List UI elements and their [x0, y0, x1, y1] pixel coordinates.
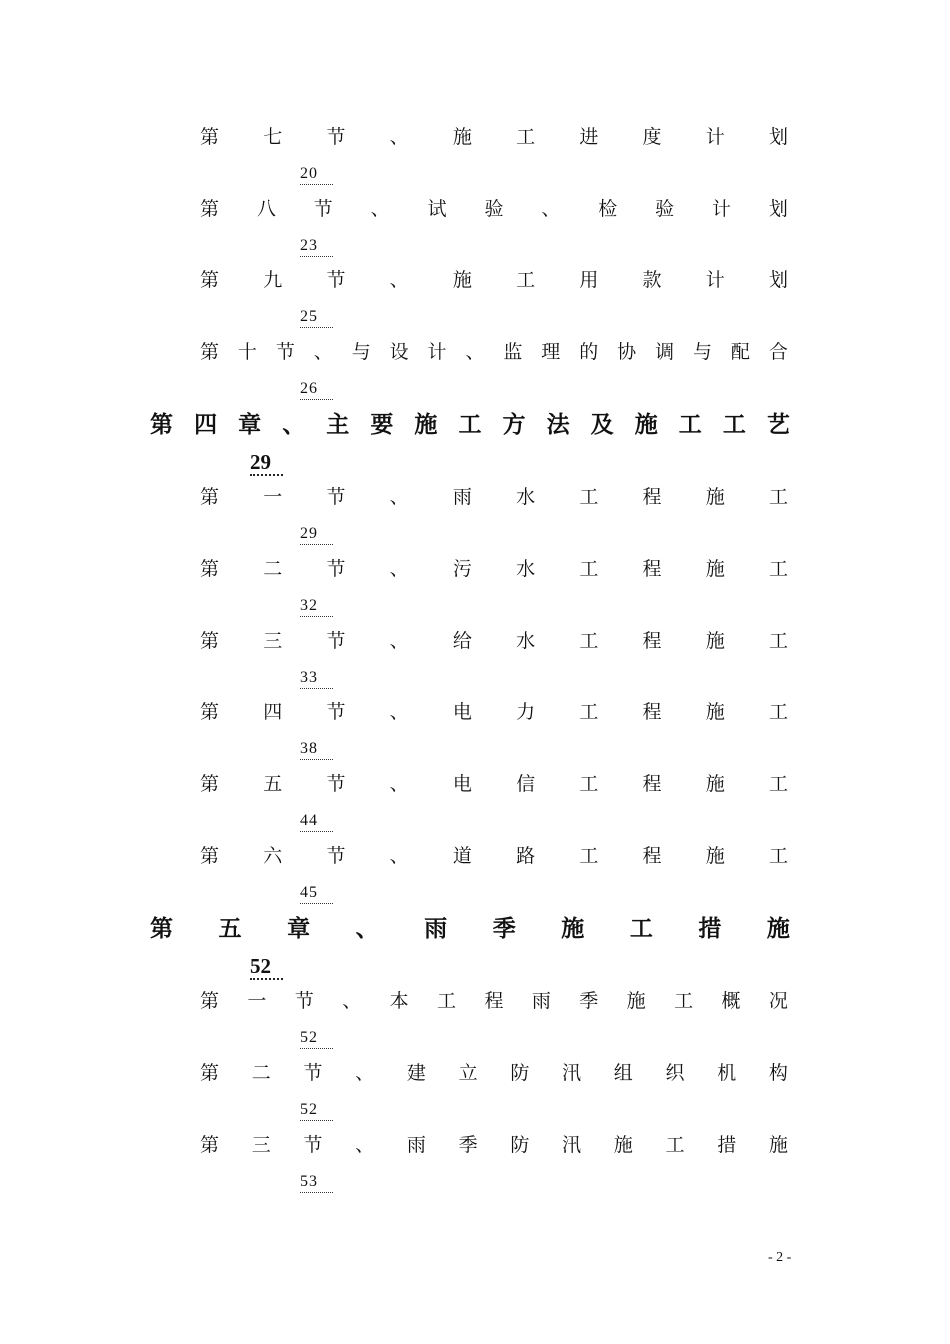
toc-entry-char: 施 — [561, 915, 585, 942]
toc-entry-char: 路 — [516, 845, 536, 867]
toc-entry-char: 七 — [263, 126, 283, 148]
toc-entry-char: 工 — [579, 558, 599, 580]
toc-entry-char: 检 — [598, 198, 618, 220]
toc-page-number: 32 — [300, 596, 333, 617]
toc-entry-char: 雨 — [531, 990, 551, 1012]
toc-chapter-page-number: 29 — [250, 450, 283, 476]
toc-entry-char: 、 — [389, 269, 409, 291]
toc-entry-ch4-section-5[interactable] — [200, 770, 788, 798]
toc-entry-char: 工 — [768, 845, 788, 867]
toc-entry-char: 工 — [629, 915, 653, 942]
toc-entry-char: 调 — [655, 341, 675, 363]
toc-entry-char: 程 — [642, 486, 662, 508]
toc-entry-char: 主 — [326, 411, 350, 438]
toc-entry-char: 工 — [768, 486, 788, 508]
toc-entry-char: 程 — [642, 701, 662, 723]
toc-entry-ch4-section-1[interactable] — [200, 483, 788, 511]
toc-entry-char: 五 — [263, 773, 283, 795]
toc-entry-char: 施 — [705, 486, 725, 508]
toc-entry-char: 第 — [200, 1062, 220, 1084]
toc-entry-char: 施 — [634, 411, 658, 438]
toc-entry-char: 况 — [768, 990, 788, 1012]
toc-entry-char: 第 — [200, 630, 220, 652]
toc-entry-char: 、 — [389, 701, 409, 723]
toc-entry-char: 第 — [150, 411, 173, 438]
toc-entry-char: 计 — [705, 269, 725, 291]
toc-entry-char: 验 — [655, 198, 675, 220]
toc-entry-char: 节 — [294, 990, 314, 1012]
toc-entry-char: 施 — [705, 845, 725, 867]
toc-entry-char: 措 — [717, 1134, 737, 1156]
toc-entry-char: 工 — [665, 1134, 685, 1156]
toc-entry-char: 四 — [263, 701, 283, 723]
toc-entry-char: 施 — [626, 990, 646, 1012]
toc-entry-section-9[interactable] — [200, 266, 788, 294]
toc-entry-char: 二 — [251, 1062, 271, 1084]
toc-entry-char: 工 — [579, 701, 599, 723]
toc-entry-char: 、 — [370, 198, 390, 220]
toc-page-number: 33 — [300, 668, 333, 689]
toc-entry-char: 验 — [484, 198, 504, 220]
toc-entry-char: 计 — [427, 341, 447, 363]
toc-entry-char: 施 — [705, 558, 725, 580]
toc-entry-chapter-5[interactable] — [150, 912, 790, 946]
toc-entry-char: 施 — [705, 630, 725, 652]
toc-entry-char: 四 — [194, 411, 218, 438]
toc-entry-char: 施 — [613, 1134, 633, 1156]
toc-entry-char: 理 — [541, 341, 561, 363]
toc-chapter-page-number: 52 — [250, 954, 283, 980]
toc-entry-char: 工 — [458, 411, 482, 438]
toc-entry-char: 二 — [263, 558, 283, 580]
toc-entry-char: 水 — [516, 558, 536, 580]
toc-entry-char: 、 — [355, 915, 379, 942]
toc-entry-char: 一 — [247, 990, 267, 1012]
toc-entry-char: 艺 — [766, 411, 790, 438]
toc-page-number: 25 — [300, 307, 333, 328]
toc-entry-char: 汛 — [562, 1134, 582, 1156]
toc-page-number: 52 — [300, 1100, 333, 1121]
toc-entry-char: 季 — [458, 1134, 478, 1156]
toc-entry-char: 工 — [516, 269, 536, 291]
toc-entry-char: 设 — [389, 341, 409, 363]
toc-entry-char: 节 — [326, 845, 346, 867]
toc-entry-char: 工 — [579, 773, 599, 795]
toc-entry-char: 用 — [579, 269, 599, 291]
toc-entry-char: 工 — [674, 990, 694, 1012]
toc-entry-char: 工 — [768, 630, 788, 652]
toc-entry-char: 、 — [389, 773, 409, 795]
toc-entry-char: 程 — [642, 773, 662, 795]
toc-page-number: 53 — [300, 1172, 333, 1193]
toc-entry-char: 第 — [200, 701, 220, 723]
toc-entry-char: 电 — [452, 773, 472, 795]
toc-entry-char: 工 — [579, 486, 599, 508]
toc-entry-ch4-section-2[interactable] — [200, 555, 788, 583]
toc-entry-char: 概 — [721, 990, 741, 1012]
toc-entry-char: 节 — [326, 701, 346, 723]
toc-entry-char: 节 — [303, 1134, 323, 1156]
toc-entry-char: 第 — [200, 990, 220, 1012]
toc-entry-char: 八 — [256, 198, 276, 220]
toc-entry-char: 构 — [768, 1062, 788, 1084]
toc-entry-char: 三 — [263, 630, 283, 652]
toc-entry-char: 雨 — [424, 915, 448, 942]
toc-entry-section-10[interactable] — [200, 338, 788, 366]
toc-entry-char: 工 — [768, 558, 788, 580]
toc-entry-char: 章 — [287, 915, 311, 942]
toc-entry-char: 法 — [546, 411, 570, 438]
toc-entry-char: 、 — [389, 558, 409, 580]
toc-entry-char: 的 — [579, 341, 599, 363]
toc-page-number: 20 — [300, 164, 333, 185]
toc-entry-chapter-4[interactable] — [150, 408, 790, 442]
toc-entry-char: 节 — [303, 1062, 323, 1084]
toc-entry-char: 划 — [768, 269, 788, 291]
toc-entry-ch4-section-6[interactable] — [200, 842, 788, 870]
toc-page-number: 38 — [300, 739, 333, 760]
toc-entry-char: 节 — [326, 126, 346, 148]
toc-entry-char: 工 — [678, 411, 702, 438]
toc-entry-char: 方 — [502, 411, 526, 438]
toc-entry-ch4-section-4[interactable] — [200, 698, 788, 726]
toc-entry-char: 工 — [579, 630, 599, 652]
toc-entry-char: 节 — [313, 198, 333, 220]
toc-entry-char: 水 — [516, 630, 536, 652]
toc-entry-char: 计 — [712, 198, 732, 220]
toc-entry-char: 施 — [705, 773, 725, 795]
toc-entry-char: 第 — [200, 341, 220, 363]
toc-entry-char: 、 — [541, 198, 561, 220]
toc-entry-char: 汛 — [562, 1062, 582, 1084]
toc-entry-ch5-section-3[interactable] — [200, 1131, 788, 1159]
toc-entry-char: 工 — [516, 126, 536, 148]
toc-entry-ch5-section-1[interactable] — [200, 987, 788, 1015]
toc-page-number: 29 — [300, 524, 333, 545]
toc-entry-char: 第 — [200, 773, 220, 795]
toc-entry-char: 与 — [692, 341, 712, 363]
toc-entry-section-7[interactable] — [200, 123, 788, 151]
toc-entry-char: 防 — [510, 1062, 530, 1084]
toc-entry-char: 第 — [200, 486, 220, 508]
toc-page-number: 52 — [300, 1028, 333, 1049]
toc-entry-char: 给 — [452, 630, 472, 652]
toc-entry-char: 六 — [263, 845, 283, 867]
toc-entry-char: 程 — [484, 990, 504, 1012]
toc-entry-char: 、 — [465, 341, 485, 363]
toc-entry-char: 工 — [722, 411, 746, 438]
toc-page-number: 45 — [300, 883, 333, 904]
toc-entry-char: 施 — [414, 411, 438, 438]
toc-entry-char: 、 — [389, 126, 409, 148]
toc-entry-char: 施 — [452, 126, 472, 148]
footer-page-number: - 2 - — [768, 1250, 792, 1265]
toc-entry-char: 节 — [326, 558, 346, 580]
toc-entry-char: 节 — [275, 341, 295, 363]
toc-entry-char: 程 — [642, 630, 662, 652]
toc-entry-char: 电 — [452, 701, 472, 723]
toc-entry-char: 节 — [326, 269, 346, 291]
toc-entry-char: 、 — [389, 486, 409, 508]
toc-page-number: 44 — [300, 811, 333, 832]
toc-entry-char: 建 — [406, 1062, 426, 1084]
toc-entry-char: 要 — [370, 411, 394, 438]
toc-entry-char: 第 — [200, 269, 220, 291]
toc-entry-char: 工 — [437, 990, 457, 1012]
toc-entry-char: 、 — [282, 411, 306, 438]
toc-entry-char: 、 — [342, 990, 362, 1012]
toc-entry-char: 节 — [326, 630, 346, 652]
toc-entry-char: 本 — [389, 990, 409, 1012]
toc-entry-char: 合 — [768, 341, 788, 363]
toc-entry-char: 协 — [617, 341, 637, 363]
toc-entry-char: 试 — [427, 198, 447, 220]
toc-entry-section-8[interactable] — [200, 195, 788, 223]
toc-entry-char: 施 — [705, 701, 725, 723]
toc-entry-char: 水 — [516, 486, 536, 508]
toc-entry-char: 五 — [218, 915, 242, 942]
toc-entry-char: 防 — [510, 1134, 530, 1156]
toc-entry-char: 节 — [326, 773, 346, 795]
toc-entry-char: 、 — [313, 341, 333, 363]
toc-entry-char: 监 — [503, 341, 523, 363]
toc-entry-char: 、 — [355, 1134, 375, 1156]
toc-entry-char: 、 — [389, 630, 409, 652]
toc-page-number: 26 — [300, 379, 333, 400]
toc-entry-char: 配 — [730, 341, 750, 363]
toc-entry-char: 第 — [200, 845, 220, 867]
toc-entry-char: 节 — [326, 486, 346, 508]
toc-entry-char: 一 — [263, 486, 283, 508]
toc-entry-ch5-section-2[interactable] — [200, 1059, 788, 1087]
toc-entry-char: 工 — [768, 773, 788, 795]
toc-entry-char: 措 — [698, 915, 722, 942]
toc-entry-char: 与 — [351, 341, 371, 363]
toc-entry-char: 信 — [516, 773, 536, 795]
toc-entry-char: 道 — [452, 845, 472, 867]
toc-entry-char: 污 — [452, 558, 472, 580]
toc-entry-char: 三 — [251, 1134, 271, 1156]
toc-entry-char: 计 — [705, 126, 725, 148]
toc-entry-char: 力 — [516, 701, 536, 723]
toc-entry-char: 度 — [642, 126, 662, 148]
toc-entry-char: 季 — [492, 915, 516, 942]
toc-entry-char: 章 — [238, 411, 262, 438]
toc-entry-char: 程 — [642, 558, 662, 580]
toc-page-number: 23 — [300, 236, 333, 257]
toc-entry-char: 机 — [717, 1062, 737, 1084]
toc-entry-char: 工 — [579, 845, 599, 867]
toc-entry-ch4-section-3[interactable] — [200, 627, 788, 655]
toc-entry-char: 划 — [768, 198, 788, 220]
toc-entry-char: 第 — [200, 126, 220, 148]
toc-entry-char: 工 — [768, 701, 788, 723]
toc-entry-char: 第 — [200, 198, 220, 220]
toc-entry-char: 第 — [200, 558, 220, 580]
toc-entry-char: 划 — [768, 126, 788, 148]
toc-entry-char: 施 — [768, 1134, 788, 1156]
toc-entry-char: 施 — [452, 269, 472, 291]
toc-entry-char: 组 — [613, 1062, 633, 1084]
toc-entry-char: 款 — [642, 269, 662, 291]
toc-entry-char: 第 — [200, 1134, 220, 1156]
toc-entry-char: 程 — [642, 845, 662, 867]
toc-entry-char: 第 — [150, 915, 173, 942]
toc-entry-char: 雨 — [406, 1134, 426, 1156]
toc-entry-char: 、 — [355, 1062, 375, 1084]
toc-entry-char: 进 — [579, 126, 599, 148]
toc-entry-char: 季 — [579, 990, 599, 1012]
toc-entry-char: 织 — [665, 1062, 685, 1084]
toc-entry-char: 、 — [389, 845, 409, 867]
toc-entry-char: 及 — [590, 411, 614, 438]
toc-entry-char: 十 — [237, 341, 257, 363]
toc-entry-char: 施 — [766, 915, 790, 942]
toc-entry-char: 雨 — [452, 486, 472, 508]
toc-entry-char: 立 — [458, 1062, 478, 1084]
toc-entry-char: 九 — [263, 269, 283, 291]
